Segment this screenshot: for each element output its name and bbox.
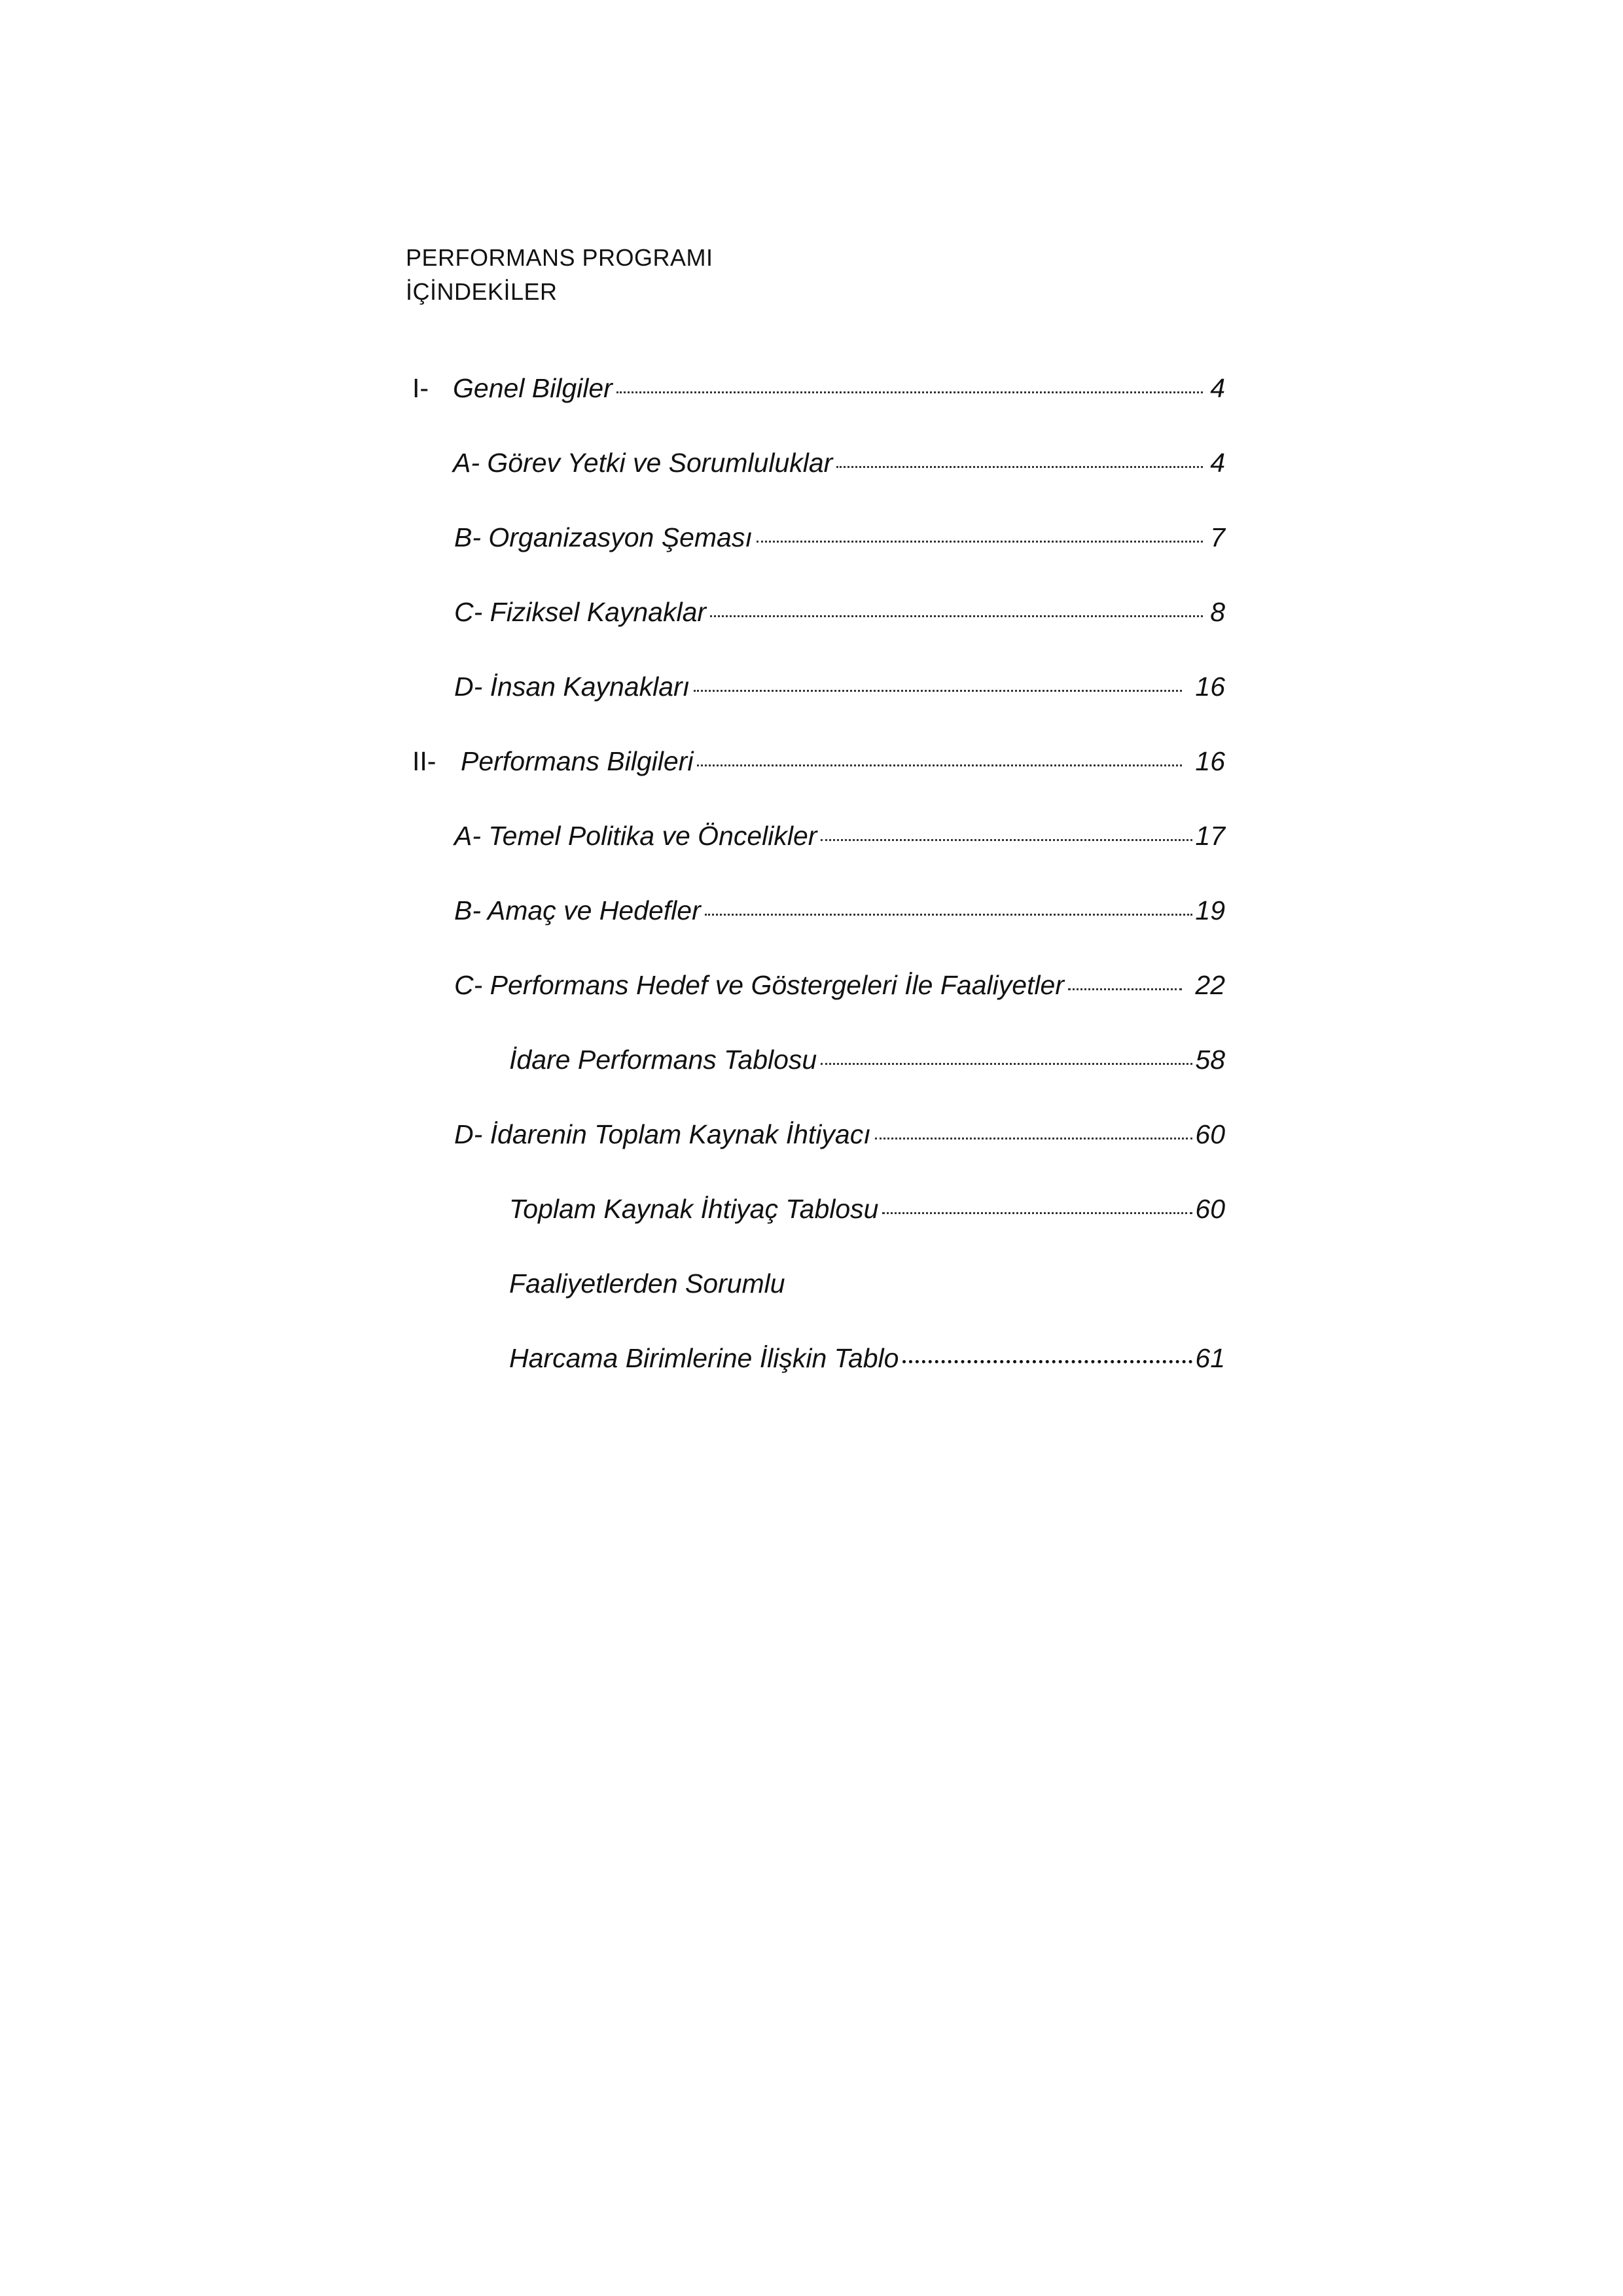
toc-numeral: I- <box>412 373 429 403</box>
page-title: PERFORMANS PROGRAMI <box>406 244 713 271</box>
toc-page-number: 8 <box>1210 597 1225 627</box>
toc-leader-dots <box>836 466 1203 468</box>
toc-entry-genel-bilgiler[interactable] <box>412 375 1225 402</box>
toc-page-number: 16 <box>1195 746 1225 776</box>
toc-page-number: 60 <box>1195 1119 1225 1149</box>
toc-entry-text: Faaliyetlerden Sorumlu <box>509 1268 785 1299</box>
toc-page-number: 4 <box>1210 373 1225 403</box>
toc-page-number: 4 <box>1210 448 1225 478</box>
toc-entry-idare-performans-tablosu[interactable] <box>509 1047 1225 1073</box>
toc-page-number: 16 <box>1195 672 1225 702</box>
toc-page-number: 60 <box>1195 1194 1225 1224</box>
toc-entry-text: C- Performans Hedef ve Göstergeleri İle Faaliyetler <box>454 970 1064 1000</box>
toc-entry-text: D- İdarenin Toplam Kaynak İhtiyacı <box>454 1119 871 1149</box>
toc-leader-dots <box>697 764 1182 766</box>
toc-entry-performans-bilgileri[interactable] <box>412 748 1225 775</box>
toc-entry-text: Toplam Kaynak İhtiyaç Tablosu <box>509 1194 879 1224</box>
toc-page-number: 58 <box>1195 1045 1225 1075</box>
toc-entry-text: A- Temel Politika ve Öncelikler <box>454 821 817 851</box>
page-subtitle: İÇİNDEKİLER <box>406 278 558 305</box>
toc-entry-text: Performans Bilgileri <box>461 746 694 776</box>
toc-entry-text: C- Fiziksel Kaynaklar <box>454 597 707 627</box>
toc-page-number: 61 <box>1195 1343 1225 1373</box>
toc-page-number: 17 <box>1195 821 1225 851</box>
toc-entry-organizasyon[interactable] <box>454 524 1225 551</box>
toc-leader-dots <box>875 1138 1193 1139</box>
toc-leader-dots <box>902 1360 1192 1363</box>
toc-leader-dots <box>1068 988 1182 990</box>
toc-leader-dots <box>616 391 1203 393</box>
toc-leader-dots <box>821 1063 1192 1065</box>
toc-entry-gorev-yetki[interactable] <box>453 450 1225 476</box>
toc-entry-temel-politika[interactable] <box>454 823 1225 850</box>
toc-entry-toplam-kaynak-tablosu[interactable] <box>509 1196 1225 1223</box>
toc-leader-dots <box>882 1212 1192 1214</box>
toc-page-number: 22 <box>1195 970 1225 1000</box>
toc-entry-toplam-kaynak-ihtiyaci[interactable] <box>454 1121 1225 1148</box>
toc-entry-text: İdare Performans Tablosu <box>509 1045 817 1075</box>
toc-page-number: 7 <box>1210 522 1225 552</box>
toc-entry-insan[interactable] <box>454 673 1225 700</box>
toc-entry-text: B- Organizasyon Şeması <box>454 522 753 552</box>
toc-leader-dots <box>694 690 1182 692</box>
toc-entry-text: Harcama Birimlerine İlişkin Tablo <box>509 1343 899 1373</box>
toc-entry-amac-hedefler[interactable] <box>454 897 1225 924</box>
toc-entry-text: B- Amaç ve Hedefler <box>454 895 701 925</box>
toc-leader-dots <box>821 839 1192 841</box>
toc-entry-text: A- Görev Yetki ve Sorumluluklar <box>453 448 833 478</box>
toc-leader-dots <box>705 914 1193 916</box>
toc-entry-text: Genel Bilgiler <box>453 373 613 403</box>
toc-numeral: II- <box>412 746 437 776</box>
toc-entry-harcama-birimlerine[interactable] <box>509 1345 1225 1372</box>
toc-leader-dots <box>757 541 1203 543</box>
toc-entry-performans-hedef[interactable] <box>454 972 1225 999</box>
toc-leader-dots <box>710 615 1203 617</box>
toc-entry-faaliyetlerden-sorumlu[interactable] <box>509 1270 1225 1297</box>
toc-entry-text: D- İnsan Kaynakları <box>454 672 690 702</box>
toc-page-number: 19 <box>1195 895 1225 925</box>
toc-entry-fiziksel[interactable] <box>454 599 1225 626</box>
